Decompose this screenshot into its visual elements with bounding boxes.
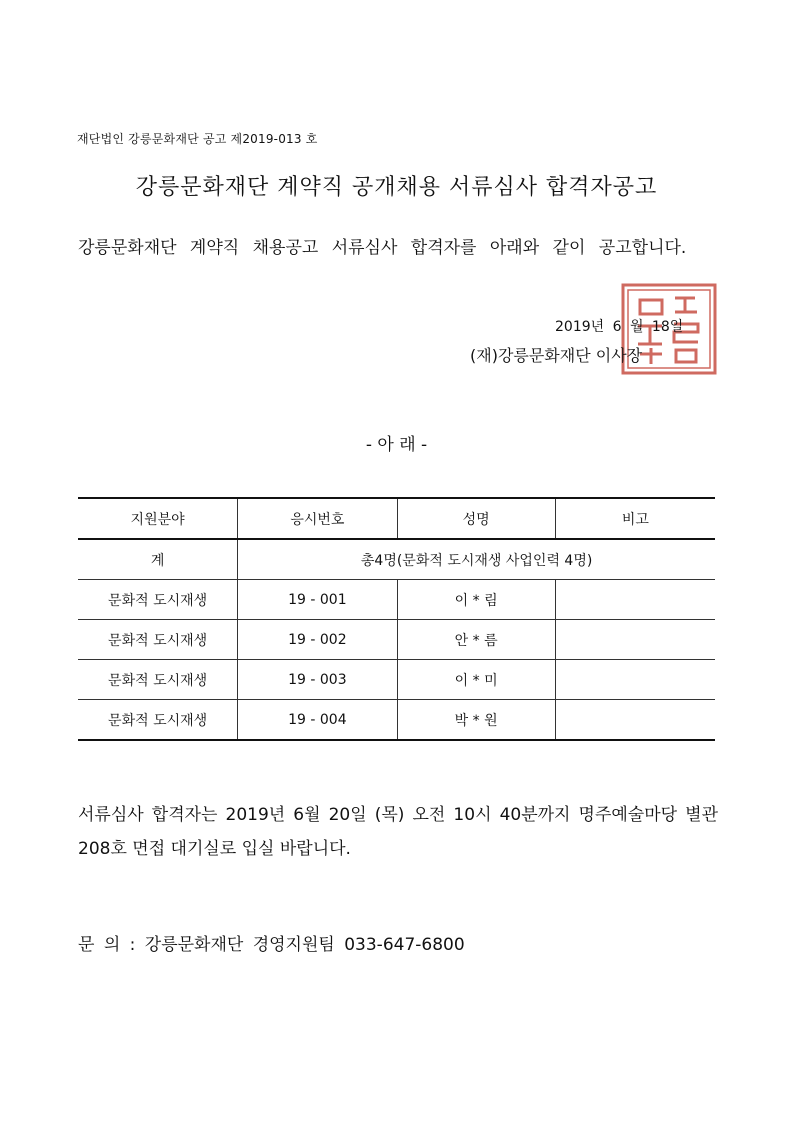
cell-number: 19 - 003 [238, 660, 397, 700]
cell-field: 문화적 도시재생 [78, 620, 238, 660]
document-title: 강릉문화재단 계약직 공개채용 서류심사 합격자공고 [135, 175, 658, 200]
applicants-table [78, 497, 715, 741]
cell-note [555, 620, 715, 660]
header-field: 지원분야 [78, 498, 238, 539]
header-name: 성명 [397, 498, 555, 539]
cell-field: 문화적 도시재생 [78, 580, 238, 620]
table-row [78, 660, 715, 700]
announcement-date: 2019년 6 월 18일 [555, 319, 684, 335]
cell-name: 이 * 미 [397, 660, 555, 700]
notice-number: 재단법인 강릉문화재단 공고 제2019-013 호 [77, 132, 318, 146]
cell-number: 19 - 002 [238, 620, 397, 660]
issuer-name: (재)강릉문화재단 이사장 [470, 346, 643, 365]
table-row [78, 620, 715, 660]
intro-paragraph: 강릉문화재단 계약직 채용공고 서류심사 합격자를 아래와 같이 공고합니다. [78, 238, 687, 258]
cell-note [555, 580, 715, 620]
total-value: 총4명(문화적 도시재생 사업인력 4명) [238, 539, 715, 580]
total-label: 계 [78, 539, 238, 580]
header-number: 응시번호 [238, 498, 397, 539]
cell-note [555, 660, 715, 700]
cell-name: 안 * 름 [397, 620, 555, 660]
cell-number: 19 - 004 [238, 700, 397, 741]
header-note: 비고 [555, 498, 715, 539]
section-label: - 아 래 - [365, 435, 428, 455]
table-header-row [78, 498, 715, 539]
table-total-row [78, 539, 715, 580]
cell-note [555, 700, 715, 741]
interview-notice: 서류심사 합격자는 2019년 6월 20일 (목) 오전 10시 40분까지 명주예술마당 별관 208호 면접 대기실로 입실 바랍니다. [78, 805, 718, 859]
cell-field: 문화적 도시재생 [78, 660, 238, 700]
table-row [78, 580, 715, 620]
cell-name: 이 * 림 [397, 580, 555, 620]
cell-name: 박 * 원 [397, 700, 555, 741]
table-row [78, 700, 715, 741]
cell-field: 문화적 도시재생 [78, 700, 238, 741]
contact-info: 문 의 : 강릉문화재단 경영지원팀 033-647-6800 [78, 935, 465, 955]
cell-number: 19 - 001 [238, 580, 397, 620]
